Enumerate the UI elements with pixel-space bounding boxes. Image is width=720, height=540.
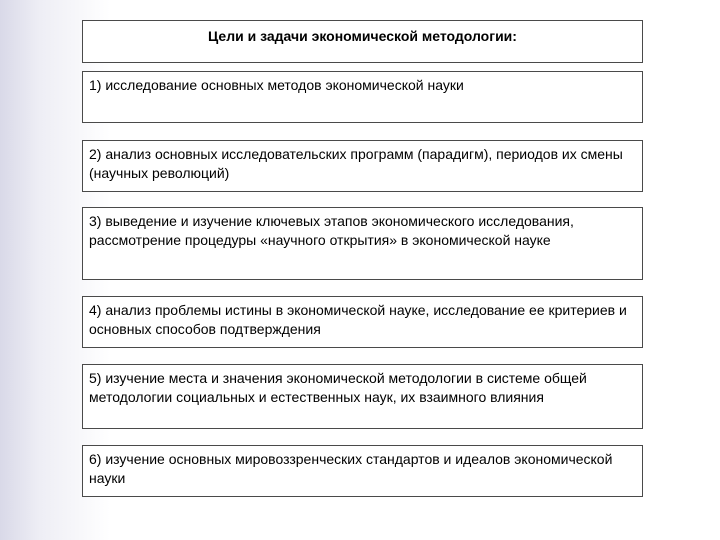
list-item-4: [82, 296, 643, 348]
list-item-6: [82, 445, 643, 497]
list-item-2-text: 2) анализ основных исследовательских программ (парадигм), периодов их смены (научных революций): [89, 146, 623, 181]
list-item-3-text: 3) выведение и изучение ключевых этапов экономического исследования, рассмотрение процедуры «научного открытия» в экономической науке: [89, 213, 574, 248]
list-item-4-text: 4) анализ проблемы истины в экономической науке, исследование ее критериев и основных способов подтверждения: [89, 302, 627, 337]
list-item-5-text: 5) изучение места и значения экономической методологии в системе общей методологии социальных и естественных наук, их взаимного влияния: [89, 370, 587, 405]
list-item-2: [82, 140, 643, 192]
list-item-1: [82, 71, 643, 123]
slide-title: [82, 20, 643, 63]
list-item-6-text: 6) изучение основных мировоззренческих стандартов и идеалов экономической науки: [89, 451, 613, 486]
list-item-3: [82, 207, 643, 280]
list-item-1-text: 1) исследование основных методов экономической науки: [89, 77, 464, 93]
list-item-5: [82, 364, 643, 429]
slide-title-text: Цели и задачи экономической методологии:: [208, 28, 517, 44]
